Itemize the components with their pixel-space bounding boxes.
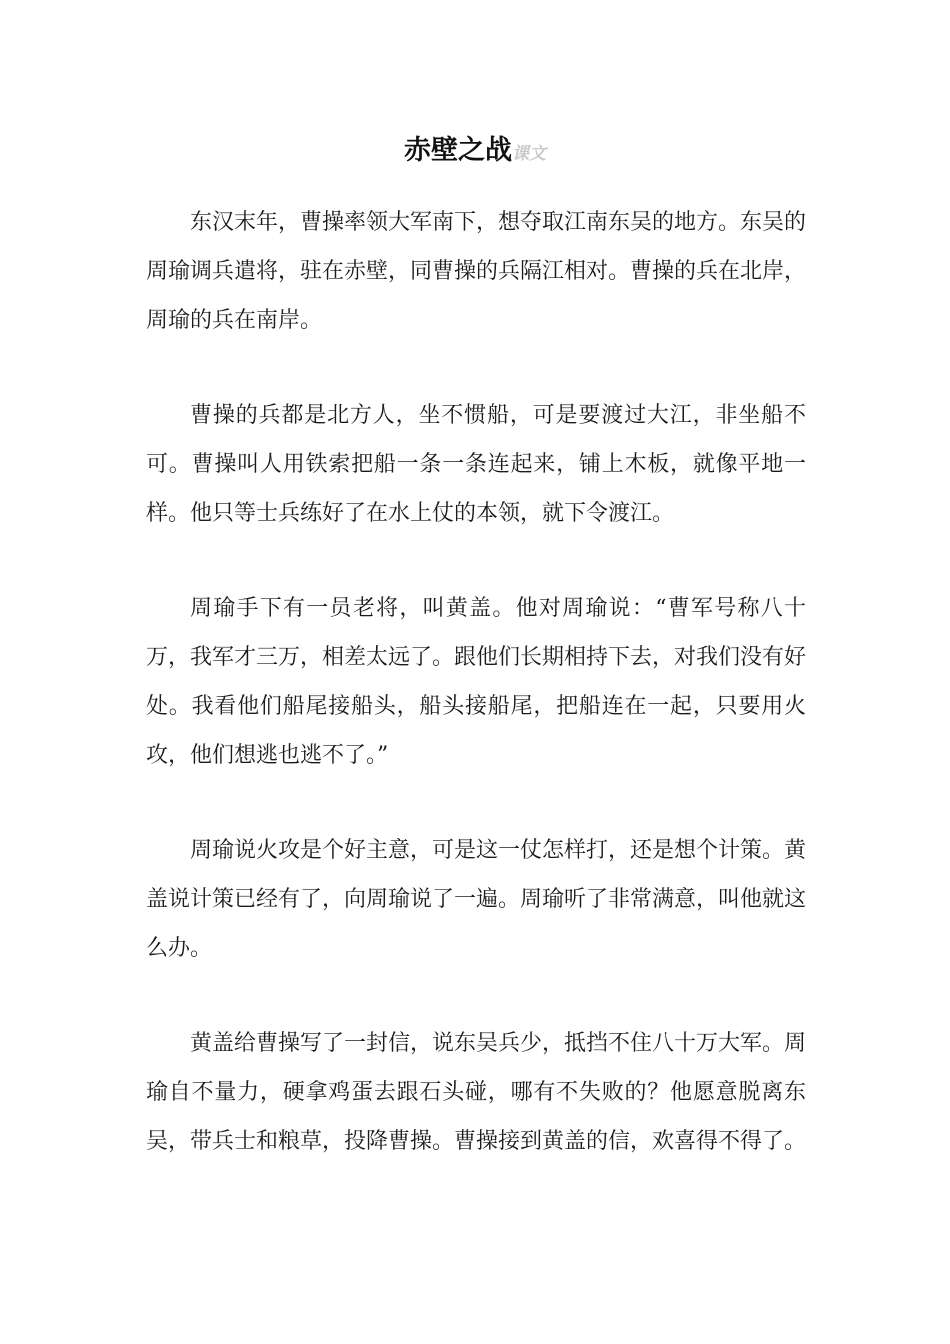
paragraph-1: 东汉末年，曹操率领大军南下，想夺取江南东吴的地方。东吴的周瑜调兵遣将，驻在赤壁，同曹操的兵隔江相对。曹操的兵在北岸，周瑜的兵在南岸。 [146,210,807,333]
title-watermark-suffix: 课文 [512,144,546,164]
paragraph-2: 曹操的兵都是北方人，坐不惯船，可是要渡过大江，非坐船不可。曹操叫人用铁索把船一条一条连起来，铺上木板，就像平地一样。他只等士兵练好了在水上仗的本领，就下令渡江。 [146,403,806,526]
page-title: 赤壁之战 [404,135,512,166]
article-body [146,198,806,1212]
paragraph-3: 周瑜手下有一员老将，叫黄盖。他对周瑜说：“曹军号称八十万，我军才三万，相差太远了。跟他们长期相持下去，对我们没有好处。我看他们船尾接船头，船头接船尾，把船连在一起，只要用火攻，他们想逃也逃不了。” [146,596,807,768]
paragraph-4: 周瑜说火攻是个好主意，可是这一仗怎样打，还是想个计策。黄盖说计策已经有了，向周瑜说了一遍。周瑜听了非常满意，叫他就这么办。 [146,838,807,961]
title-row [0,128,950,167]
paragraph-5: 黄盖给曹操写了一封信，说东吴兵少，抵挡不住八十万大军。周瑜自不量力，硬拿鸡蛋去跟石头碰，哪有不失败的？他愿意脱离东吴，带兵士和粮草，投降曹操。曹操接到黄盖的信，欢喜得不得了。 [146,1031,807,1154]
